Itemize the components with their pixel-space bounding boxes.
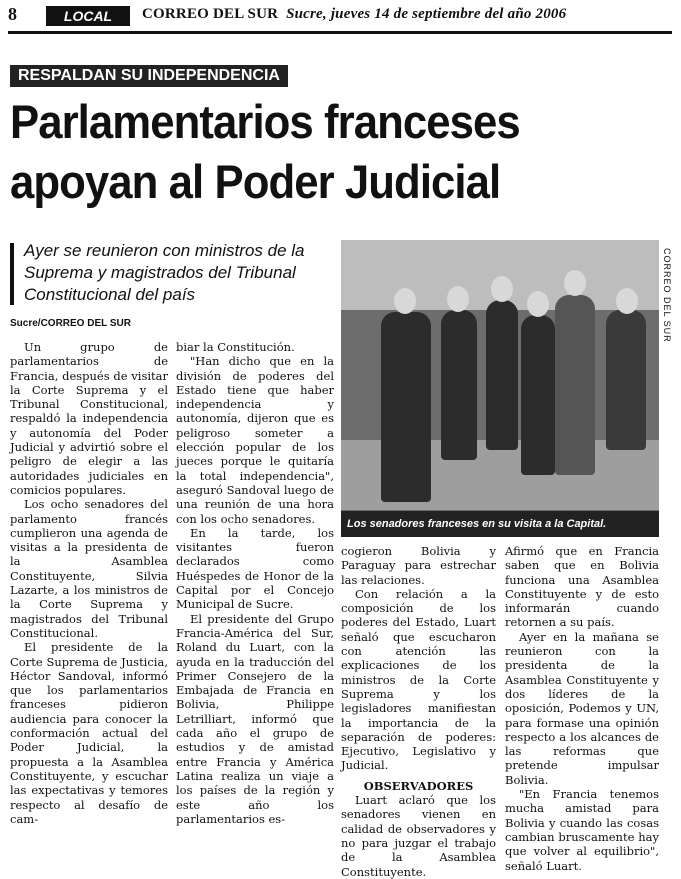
photo-credit: CORREO DEL SUR <box>662 248 672 343</box>
paragraph: Los ocho senadores del parlamento francés cumplieron una agenda de visitas a la presidenta de la Asamblea Constituyente, Silvia Lazarte, a los ministros de la Corte Suprema y magistrados del Tribunal Constitucional. <box>10 497 168 640</box>
page-number: 8 <box>8 4 17 24</box>
photo-figure <box>521 315 555 475</box>
paragraph: Un grupo de parlamentarios de Francia, después de visitar la Corte Suprema y el Tribunal Constitucional, respaldó la independencia y autonomía del Poder Judicial y advirtió sobre el peligro de elegir a las autoridades judiciales en comicios populares. <box>10 340 168 497</box>
photo-figure <box>486 300 518 450</box>
photo-caption: Los senadores franceses en su visita a la Capital. <box>341 511 659 537</box>
photo-figure <box>441 310 477 460</box>
photo-figure <box>381 312 431 502</box>
paragraph: Ayer en la mañana se reunieron con la presidenta de la Asamblea Constituyente y dos líderes de la oposición, Podemos y UN, para formase una opinión respecto a los alcances de las reformas que pretende impulsar Bolivia. <box>505 629 659 787</box>
news-photo <box>341 240 659 537</box>
subheading: OBSERVADORES <box>363 778 474 793</box>
headline <box>10 92 672 212</box>
masthead <box>142 6 566 23</box>
paragraph: El presidente de la Corte Suprema de Justicia, Héctor Sandoval, informó que los parlamentarios franceses pidieron audiencia para conocer la conformación actual del Poder Judicial, la propuesta a la Asamblea Constituyente, y escuchar las expectativas y temores respecto al desafío de cam- <box>10 640 168 826</box>
column-2 <box>176 340 334 826</box>
paragraph: biar la Constitución. <box>176 340 295 354</box>
photo-figure-head <box>527 291 549 317</box>
headline-line-1: Parlamentarios franceses <box>10 95 520 148</box>
photo-figure <box>555 295 595 475</box>
section-label: LOCAL <box>46 6 130 26</box>
headline-line-2: apoyan al Poder Judicial <box>10 155 501 208</box>
deck-rule <box>10 243 14 305</box>
photo-figure-head <box>447 286 469 312</box>
byline: Sucre/CORREO DEL SUR <box>10 318 131 329</box>
paragraph: Afirmó que en Francia saben que en Bolivia funciona una Asamblea Constituyente y de esto informarán cuando retornen a su país. <box>505 544 659 630</box>
photo-figure-head <box>616 288 638 314</box>
paragraph: El presidente del Grupo Francia-América del Sur, Roland du Luart, con la ayuda en la traducción del Primer Consejero de la Embajada de Francia en Bolivia, Philippe Letrilliart, informó que cada año el grupo de estudios y de amistad entre Francia y América Latina realiza un viaje a los países de la región y este año los parlamentarios es- <box>176 611 334 826</box>
paragraph: Luart aclaró que los senadores vienen en calidad de observadores y no para juzgar el trabajo de la Asamblea Constituyente. <box>341 793 496 879</box>
dateline: Sucre, jueves 14 de septiembre del año 2006 <box>286 6 567 22</box>
photo-figure <box>606 310 646 450</box>
deck: Ayer se reunieron con ministros de la Suprema y magistrados del Tribunal Constitucional del país <box>24 241 305 304</box>
masthead-rule <box>8 31 672 34</box>
photo-figure-head <box>564 270 586 296</box>
paragraph: "En Francia tenemos mucha amistad para Bolivia y cuando las cosas cambian bruscamente hay que volver al equilibrio", señaló Luart. <box>505 787 659 873</box>
paragraph: En la tarde, los visitantes fueron declarados como Huéspedes de Honor de la Capital por el Concejo Municipal de Sucre. <box>176 525 334 612</box>
paper-name: CORREO DEL SUR <box>142 6 279 22</box>
column-3 <box>341 544 496 879</box>
paragraph: Con relación a la composición de los poderes del Estado, Luart señaló que escucharon con atención las explicaciones de los ministros de la Corte Suprema y los legisladores manifiestan la importancia de la separación de poderes: Ejecutivo, Legislativo y Judicial. <box>341 586 496 773</box>
column-4 <box>505 544 659 873</box>
kicker: RESPALDAN SU INDEPENDENCIA <box>10 65 288 87</box>
photo-figure-head <box>394 288 416 314</box>
column-1 <box>10 340 168 826</box>
paragraph: "Han dicho que en la división de poderes del Estado tiene que haber independencia y autonomía, dijeron que es peligroso someter a elección popular de los jueces porque le quitaría la total independencia", aseguró Sandoval luego de una reunión de una hora con los ocho senadores. <box>176 354 334 526</box>
paragraph: cogieron Bolivia y Paraguay para estrechar las relaciones. <box>341 544 496 587</box>
photo-figure-head <box>491 276 513 302</box>
